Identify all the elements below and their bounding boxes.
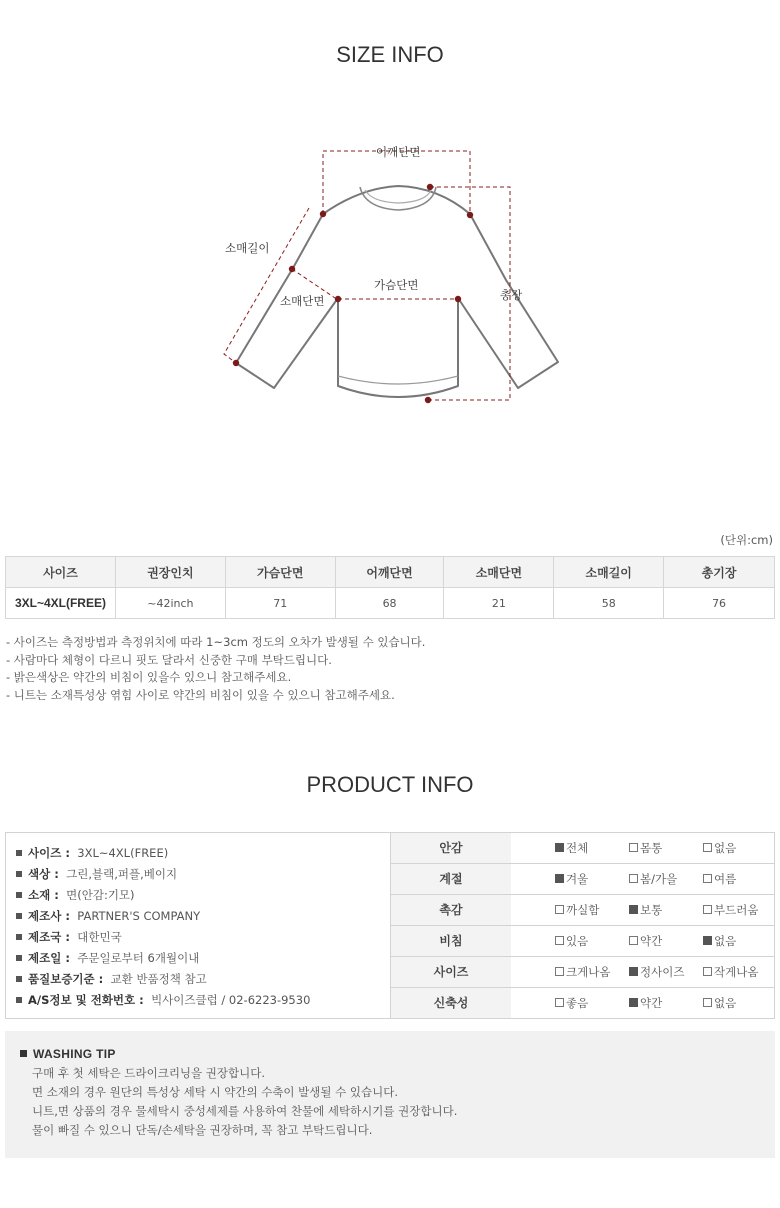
size-notes: [6, 634, 425, 704]
attribute-name: 계절: [391, 864, 511, 894]
checkbox-empty-icon: [555, 905, 564, 914]
checkbox-empty-icon: [703, 843, 712, 852]
bullet-icon: [16, 955, 22, 961]
header-sleeve-length: 소매길이: [554, 557, 664, 588]
option-checkbox: 보통: [629, 895, 662, 925]
product-info-title: PRODUCT INFO: [306, 772, 474, 797]
bullet-icon: [16, 892, 22, 898]
washing-tip-line: 물이 빠질 수 있으니 단독/손세탁을 권장하며, 꼭 참고 부탁드립니다.: [32, 1123, 373, 1137]
detail-material: 소재 : 면(안감:기모): [16, 885, 390, 906]
detail-manufacture-date: 제조일 : 주문일로부터 6개월이내: [16, 948, 390, 969]
option-checkbox: 크게나옴: [555, 957, 610, 987]
checkbox-empty-icon: [629, 843, 638, 852]
attribute-row-season: [391, 864, 774, 895]
option-checkbox: 까실함: [555, 895, 599, 925]
washing-tip-line: 구매 후 첫 세탁은 드라이크리닝을 권장합니다.: [32, 1066, 266, 1080]
shoulder-label: 어깨단면: [376, 145, 421, 159]
option-checkbox: 부드러움: [703, 895, 758, 925]
option-checkbox: 약간: [629, 926, 662, 956]
bullet-icon: [16, 913, 22, 919]
checkbox-checked-icon: [629, 998, 638, 1007]
option-checkbox: 전체: [555, 833, 588, 863]
option-checkbox: 있음: [555, 926, 588, 956]
product-details: [6, 833, 391, 1018]
note-line: - 사이즈는 측정방법과 측정위치에 따라 1~3cm 정도의 오차가 발생될 수 있습니다.: [6, 635, 426, 649]
checkbox-empty-icon: [703, 998, 712, 1007]
detail-as-contact: A/S정보 및 전화번호 : 빅사이즈클럽 / 02-6223-9530: [16, 990, 390, 1011]
attribute-row-fit: [391, 957, 774, 988]
bullet-icon: [16, 934, 22, 940]
checkbox-empty-icon: [703, 874, 712, 883]
option-checkbox: 몸통: [629, 833, 662, 863]
attribute-name: 안감: [391, 833, 511, 863]
note-line: - 사람마다 체형이 다르니 핏도 달라서 신중한 구매 부탁드립니다.: [6, 652, 332, 667]
cell-size: 3XL~4XL(FREE): [6, 588, 116, 619]
cell-total-length: 76: [664, 588, 775, 619]
option-checkbox: 봄/가을: [629, 864, 677, 894]
checkbox-empty-icon: [555, 967, 564, 976]
option-checkbox: 없음: [703, 833, 736, 863]
checkbox-empty-icon: [703, 967, 712, 976]
checkbox-checked-icon: [629, 967, 638, 976]
attribute-row-lining: [391, 833, 774, 864]
header-chest: 가슴단면: [225, 557, 335, 588]
attribute-name: 신축성: [391, 988, 511, 1018]
total-length-label: 총장: [500, 288, 523, 302]
checkbox-empty-icon: [629, 936, 638, 945]
washing-tip-line: 니트,면 상품의 경우 물세탁시 중성세제를 사용하여 찬물에 세탁하시기를 권장합니다.: [32, 1104, 458, 1118]
option-checkbox: 없음: [703, 988, 736, 1018]
cell-shoulder: 68: [335, 588, 444, 619]
detail-color: 색상 : 그린,블랙,퍼플,베이지: [16, 864, 390, 885]
bullet-icon: [16, 850, 22, 856]
checkbox-empty-icon: [703, 905, 712, 914]
header-recommended-inch: 권장인치: [115, 557, 225, 588]
bullet-icon: [16, 976, 22, 982]
attribute-name: 사이즈: [391, 957, 511, 987]
note-line: - 밝은색상은 약간의 비침이 있을수 있으니 참고해주세요.: [6, 670, 292, 684]
checkbox-checked-icon: [555, 874, 564, 883]
attribute-row-stretch: [391, 988, 774, 1018]
checkbox-checked-icon: [555, 843, 564, 852]
cell-recommended-inch: ~42inch: [115, 588, 225, 619]
size-table: [5, 556, 775, 619]
checkbox-empty-icon: [629, 874, 638, 883]
note-line: - 니트는 소재특성상 엮힘 사이로 약간의 비침이 있을 수 있으니 참고해주세요.: [6, 687, 395, 702]
checkbox-empty-icon: [555, 998, 564, 1007]
cell-chest: 71: [225, 588, 335, 619]
checkbox-empty-icon: [555, 936, 564, 945]
washing-tip-title: WASHING TIP: [20, 1047, 775, 1061]
option-checkbox: 좋음: [555, 988, 588, 1018]
table-row: [6, 588, 775, 619]
sleeve-length-label: 소매길이: [225, 241, 270, 255]
bullet-icon: [20, 1050, 27, 1057]
attribute-name: 비침: [391, 926, 511, 956]
header-total-length: 총기장: [664, 557, 775, 588]
option-checkbox: 여름: [703, 864, 736, 894]
attribute-row-texture: [391, 895, 774, 926]
option-checkbox: 없음: [703, 926, 736, 956]
attribute-row-sheerness: [391, 926, 774, 957]
checkbox-checked-icon: [703, 936, 712, 945]
sweatshirt-illustration: [0, 130, 780, 420]
washing-tip-box: [5, 1031, 775, 1158]
detail-size: 사이즈 : 3XL~4XL(FREE): [16, 843, 390, 864]
size-info-title: SIZE INFO: [336, 42, 444, 67]
sleeve-width-label: 소매단면: [280, 294, 325, 308]
size-table-header: [6, 557, 775, 588]
chest-label: 가슴단면: [374, 278, 419, 292]
option-checkbox: 약간: [629, 988, 662, 1018]
detail-quality-guarantee: 품질보증기준 : 교환 반품정책 참고: [16, 969, 390, 990]
bullet-icon: [16, 997, 22, 1003]
header-size: 사이즈: [6, 557, 116, 588]
cell-sleeve-width: 21: [444, 588, 554, 619]
option-checkbox: 정사이즈: [629, 957, 684, 987]
bullet-icon: [16, 871, 22, 877]
attribute-name: 촉감: [391, 895, 511, 925]
detail-country: 제조국 : 대한민국: [16, 927, 390, 948]
cell-sleeve-length: 58: [554, 588, 664, 619]
header-sleeve-width: 소매단면: [444, 557, 554, 588]
unit-label: (단위:cm): [720, 533, 773, 547]
washing-tip-line: 면 소재의 경우 원단의 특성상 세탁 시 약간의 수축이 발생될 수 있습니다.: [32, 1085, 399, 1099]
garment-measurement-diagram: [0, 130, 780, 420]
product-attributes: [391, 833, 774, 1018]
product-info-box: [5, 832, 775, 1019]
header-shoulder: 어깨단면: [335, 557, 444, 588]
option-checkbox: 작게나옴: [703, 957, 758, 987]
detail-manufacturer: 제조사 : PARTNER'S COMPANY: [16, 906, 390, 927]
checkbox-checked-icon: [629, 905, 638, 914]
option-checkbox: 겨울: [555, 864, 588, 894]
